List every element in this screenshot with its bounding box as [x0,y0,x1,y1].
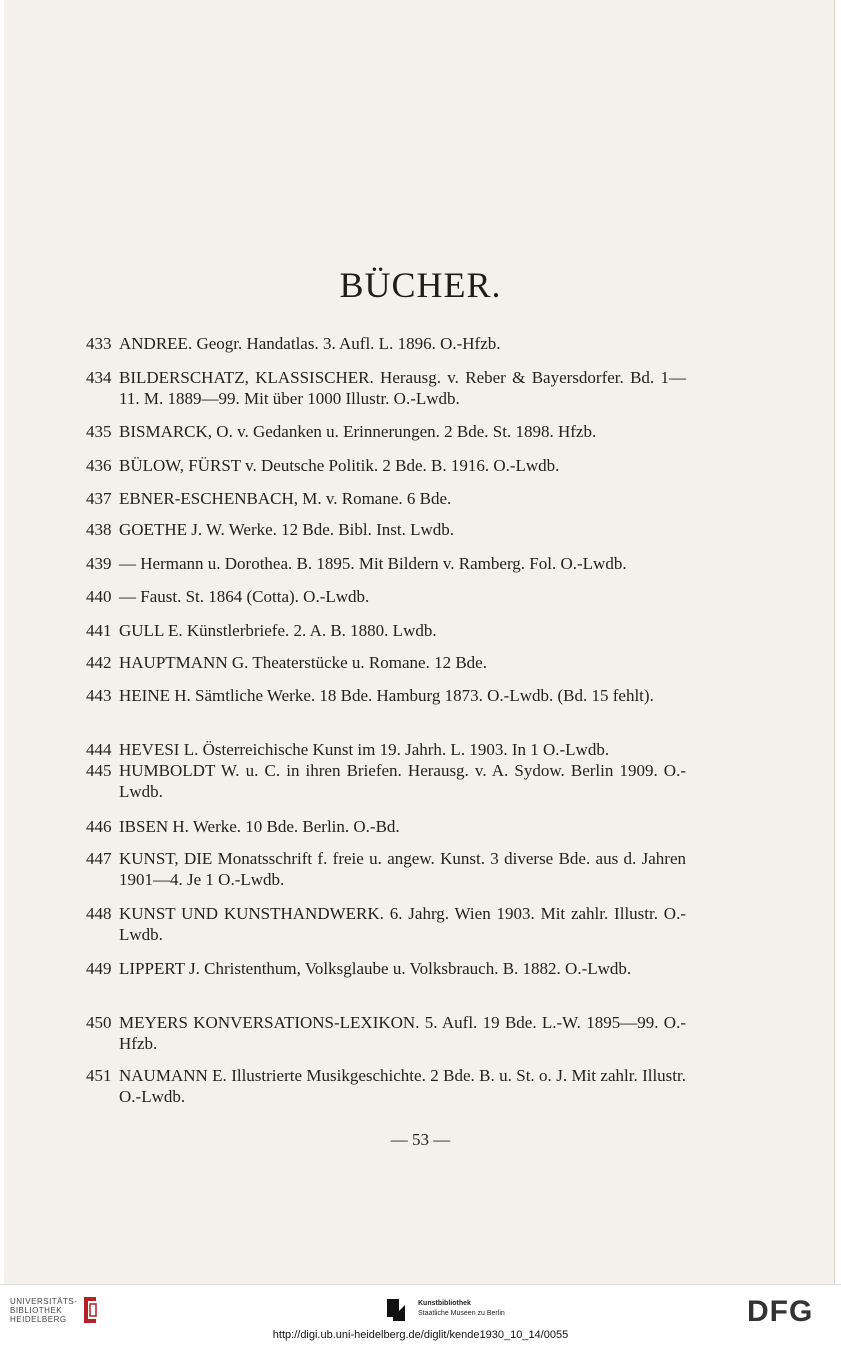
list-item [86,739,686,760]
entry-number: 436 [86,456,112,475]
entry-number: 439 [86,554,112,573]
entry-text: BÜLOW, FÜRST v. Deutsche Politik. 2 Bde. B. 1916. O.-Lwdb. [119,456,560,475]
library-line: BIBLIOTHEK [10,1306,63,1315]
list-item [86,816,686,837]
dfg-logo[interactable]: DFG [747,1295,814,1328]
viewer-footer [0,1284,841,1345]
list-item [86,333,686,354]
entry-number: 447 [86,849,112,868]
list-item [86,367,686,409]
entry-number: 445 [86,761,112,780]
list-item [86,652,686,673]
list-item [86,553,686,574]
entry-number: 437 [86,489,112,508]
list-item [86,586,686,607]
entry-number: 438 [86,520,112,539]
university-library-logo[interactable] [10,1297,77,1324]
entry-number: 435 [86,422,112,441]
list-item [86,760,686,802]
entry-text: ANDREE. Geogr. Handatlas. 3. Aufl. L. 1896. O.-Hfzb. [119,334,501,353]
entry-text: LIPPERT J. Christenthum, Volksglaube u. Volksbrauch. B. 1882. O.-Lwdb. [119,959,632,978]
list-item [86,455,686,476]
entry-number: 443 [86,686,112,705]
entry-text: HEVESI L. Österreichische Kunst im 19. Jahrh. L. 1903. In 1 O.-Lwdb. [119,740,610,759]
list-item [86,1065,686,1107]
library-line: HEIDELBERG [10,1315,67,1324]
entry-text: IBSEN H. Werke. 10 Bde. Berlin. O.-Bd. [119,817,400,836]
entry-number: 450 [86,1013,112,1032]
entry-number: 449 [86,959,112,978]
list-item [86,1012,686,1054]
entry-number: 434 [86,368,112,387]
entry-text: BISMARCK, O. v. Gedanken u. Erinnerungen. 2 Bde. St. 1898. Hfzb. [119,422,597,441]
entry-number: 441 [86,621,112,640]
list-item [86,488,686,509]
library-line: UNIVERSITÄTS- [10,1297,78,1306]
permalink-url[interactable]: http://digi.ub.uni-heidelberg.de/diglit/kende1930_10_14/0055 [272,1329,569,1341]
entry-number: 433 [86,334,112,353]
entry-text: HAUPTMANN G. Theaterstücke u. Romane. 12 Bde. [119,653,487,672]
list-item [86,685,686,706]
kb-name: Kunstbibliothek [418,1300,471,1307]
entry-number: 446 [86,817,112,836]
kb-subtitle: Staatliche Museen zu Berlin [418,1310,505,1317]
entry-text: KUNST, DIE Monatsschrift f. freie u. angew. Kunst. 3 diverse Bde. aus d. Jahren 1901—4. Je 1 O.-Lwdb. [119,849,686,889]
kunstbibliothek-icon [385,1297,409,1323]
entry-text: GULL E. Künstlerbriefe. 2. A. B. 1880. Lwdb. [119,621,437,640]
entry-text: KUNST UND KUNSTHANDWERK. 6. Jahrg. Wien 1903. Mit zahlr. Illustr. O.-Lwdb. [119,904,686,944]
list-item [86,519,686,540]
entry-number: 451 [86,1066,112,1085]
entry-text: — Hermann u. Dorothea. B. 1895. Mit Bildern v. Ramberg. Fol. O.-Lwdb. [119,554,627,573]
list-item [86,903,686,945]
entry-text: MEYERS KONVERSATIONS-LEXIKON. 5. Aufl. 19 Bde. L.-W. 1895—99. O.-Hfzb. [119,1013,686,1053]
entry-number: 444 [86,740,112,759]
entry-text: HUMBOLDT W. u. C. in ihren Briefen. Herausg. v. A. Sydow. Berlin 1909. O.-Lwdb. [119,761,686,801]
entry-text: — Faust. St. 1864 (Cotta). O.-Lwdb. [119,587,370,606]
entry-number: 442 [86,653,112,672]
list-item [86,421,686,442]
list-item [86,848,686,890]
page-title: BÜCHER. [339,265,502,305]
university-crest-icon [80,1295,100,1325]
entry-text: EBNER-ESCHENBACH, M. v. Romane. 6 Bde. [119,489,452,508]
list-item [86,620,686,641]
entry-number: 440 [86,587,112,606]
list-item [86,958,686,979]
entry-text: NAUMANN E. Illustrierte Musikgeschichte. 2 Bde. B. u. St. o. J. Mit zahlr. Illustr. O.-Lwdb. [119,1066,686,1106]
entry-text: HEINE H. Sämtliche Werke. 18 Bde. Hamburg 1873. O.-Lwdb. (Bd. 15 fehlt). [119,686,654,705]
entry-text: BILDERSCHATZ, KLASSISCHER. Herausg. v. Reber & Bayersdorfer. Bd. 1—11. M. 1889—99. Mit über 1000 Illustr. O.-Lwdb. [119,368,686,408]
entry-number: 448 [86,904,112,923]
page-number: — 53 — [390,1130,451,1149]
kunstbibliothek-label[interactable] [418,1299,505,1319]
entry-text: GOETHE J. W. Werke. 12 Bde. Bibl. Inst. Lwdb. [119,520,454,539]
